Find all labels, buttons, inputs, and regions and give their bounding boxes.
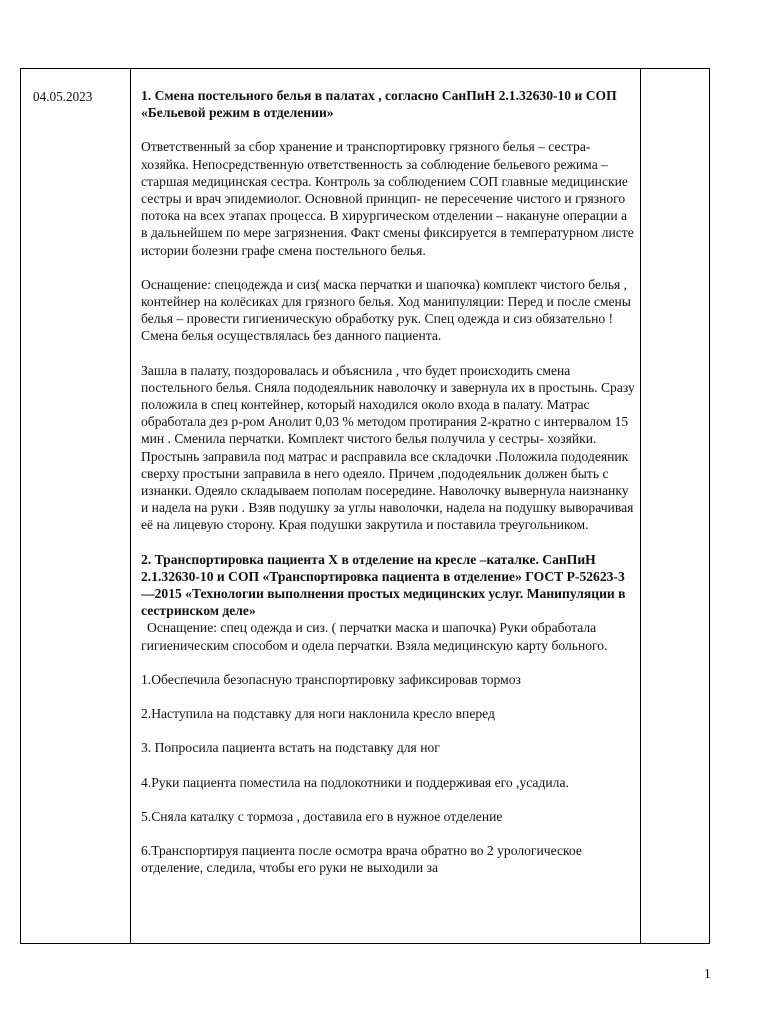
entry-content (141, 87, 635, 947)
step-3: 3. Попросила пациента встать на подставку для ног (141, 740, 440, 756)
section-1-paragraph-2: Оснащение: спецодежда и сиз( маска перчатки и шапочка) комплект чистого белья , контейнер на колёсиках для грязного белья. Ход манипуляции: Перед и после смены белья – провести гигиеническую обработку рук. Спец одежда и сиз обязательно ! Смена белья осуществлялась без данного пациента. (141, 276, 631, 344)
section-2-paragraph-1: Оснащение: спец одежда и сиз. ( перчатки маска и шапочка) Руки обработала гигиеническим способом и одела перчатки. Взяла медицинскую карту больного. (141, 620, 608, 653)
step-5: 5.Сняла каталку с тормоза , доставила его в нужное отделение (141, 808, 503, 824)
entry-date: 04.05.2023 (33, 89, 93, 104)
step-1: 1.Обеспечила безопасную транспортировку зафиксировав тормоз (141, 671, 521, 687)
column-divider-signature (640, 69, 641, 943)
section-1-paragraph-3: Зашла в палату, поздоровалась и объяснила , что будет происходить смена постельного белья. Сняла пододеяльник наволочку и завернула их в простынь. Сразу положила в спец контейнер, который находился около входа в палату. Матрас обработала дез р-ром Анолит 0,03 % методом протирания 2-кратно с интервалом 15 мин . Сменила перчатки. Комплект чистого белья получила у сестры- хозяйки. Простынь заправила под матрас и расправила все складочки .Положила пододеяник сверху простыни заправила в него одеяло. Причем ,пододеяльник должен быть с изнанки. Одеяло складываем пополам посередине. Наволочку вывернула наизнанку и надела на руки . Взяв подушку за углы наволочки, надела на подушку выворачивая её на лицевую сторону. Края подушки закрутила и поставила треугольником. (141, 362, 635, 533)
step-4: 4.Руки пациента поместила на подлокотники и поддерживая его ,усадила. (141, 774, 569, 790)
column-divider-date (130, 69, 131, 943)
section-1-title: 1. Смена постельного белья в палатах , согласно СанПиН 2.1.32630-10 и СОП «Бельевой режим в отделении» (141, 88, 617, 121)
page-number: 1 (704, 966, 711, 981)
step-2: 2.Наступила на подставку для ноги наклонила кресло вперед (141, 706, 495, 722)
section-1-paragraph-1: Ответственный за сбор хранение и транспортировку грязного белья – сестра-хозяйка. Непосредственную ответственность за соблюдение бельевого режима – старшая медицинская сестра. Контроль за соблюдением СОП главные медицинские сестры и врач эпидемиолог. Основной принцип- не пересечение чистого и грязного потока на всех этапах процесса. В хирургическом отделении – накануне операции а в дальнейшем по мере загрязнения. Факт смены фиксируется в температурном листе истории болезни графе смена постельного белья. (141, 139, 634, 258)
step-6: 6.Транспортируя пациента после осмотра врача обратно во 2 урологическое отделение, следила, чтобы его руки не выходили за (141, 842, 582, 876)
section-2-title: 2. Транспортировка пациента Х в отделение на кресле –каталке. СанПиН 2.1.32630-10 и СОП «Транспортировка пациента в отделение» ГОСТ Р-52623-3—2015 «Технологии выполнения простых медицинских услуг. Манипуляции в сестринском деле» (141, 551, 626, 619)
